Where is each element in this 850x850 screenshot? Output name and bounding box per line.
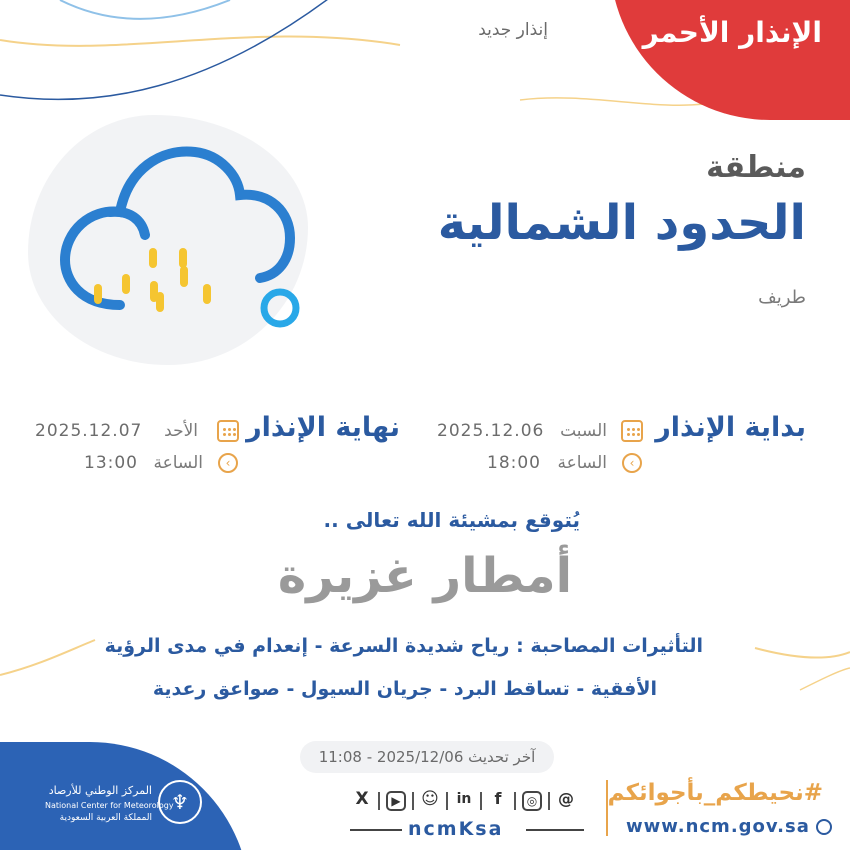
hashtag: #نحيطكم_بأجوائكم	[607, 780, 823, 806]
handle-line-right	[526, 829, 584, 831]
end-time: 13:00	[84, 453, 138, 473]
handle-line-left	[350, 829, 402, 831]
separator	[378, 792, 380, 810]
start-time-label: الساعة	[557, 453, 607, 473]
org-country: المملكة العربية السعودية	[59, 813, 152, 823]
effects-line-1: التأثيرات المصاحبة : رياح شديدة السرعة - إنعدام في مدى الرؤية	[104, 635, 703, 657]
org-name-ar: المركز الوطني للأرصاد	[48, 784, 152, 797]
facebook-icon[interactable]: f	[494, 789, 502, 808]
start-date: 2025.12.06	[437, 421, 545, 441]
separator	[514, 792, 516, 810]
end-date: 2025.12.07	[35, 421, 143, 441]
separator	[446, 792, 448, 810]
end-time-label: الساعة	[153, 453, 203, 473]
social-links	[352, 790, 576, 812]
new-warning-label: إنذار جديد	[478, 20, 548, 40]
last-update-pill: آخر تحديث 2025/12/06 - 11:08	[300, 741, 554, 773]
start-title: بداية الإنذار	[655, 412, 806, 443]
effects-line-2: الأفقية - تساقط البرد - جريان السيول - صواعق رعدية	[152, 678, 657, 700]
linkedin-icon[interactable]: in	[456, 791, 472, 807]
calendar-icon	[621, 420, 643, 442]
calendar-icon	[217, 420, 239, 442]
snapchat-icon[interactable]: ☺	[421, 789, 439, 809]
forecast-intro: يُتوقع بمشيئة الله تعالى ..	[323, 508, 580, 532]
start-time: 18:00	[487, 453, 541, 473]
separator	[548, 792, 550, 810]
threads-icon[interactable]: @	[558, 789, 574, 808]
end-title: نهاية الإنذار	[246, 412, 400, 443]
org-name-en: National Center for Meteorology	[45, 801, 174, 810]
region-label: منطقة	[706, 150, 806, 185]
ncm-logo-icon: ♆	[158, 780, 202, 824]
start-day: السبت	[560, 421, 607, 441]
social-handle[interactable]: ncmKsa	[408, 818, 504, 840]
instagram-icon[interactable]: ◎	[522, 791, 542, 811]
separator	[480, 792, 482, 810]
clock-icon: ‹	[218, 453, 238, 473]
x-icon[interactable]: X	[355, 789, 369, 809]
forecast-event: أمطار غزيرة	[277, 548, 573, 604]
subarea-label: طريف	[758, 287, 806, 308]
globe-icon	[816, 819, 832, 835]
end-day: الأحد	[164, 421, 198, 441]
separator	[412, 792, 414, 810]
youtube-icon[interactable]: ▶	[386, 791, 406, 811]
website-link[interactable]: www.ncm.gov.sa	[626, 816, 810, 837]
warning-level-badge: الإنذار الأحمر	[642, 16, 822, 49]
rain-cloud-icon	[50, 140, 320, 340]
clock-icon: ‹	[622, 453, 642, 473]
region-name: الحدود الشمالية	[437, 195, 806, 251]
